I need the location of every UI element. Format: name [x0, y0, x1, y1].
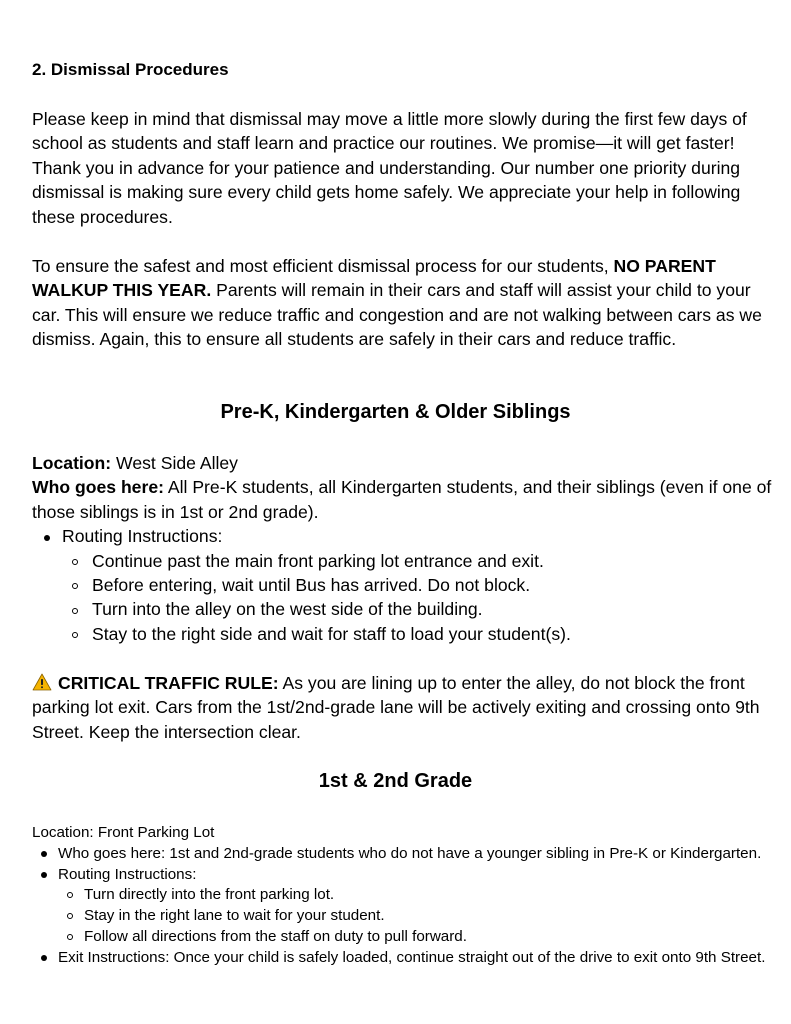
- prek-who-label: Who goes here:: [32, 477, 164, 498]
- critical-label: CRITICAL TRAFFIC RULE:: [58, 673, 279, 693]
- grade12-section-title: 1st & 2nd Grade: [318, 770, 473, 792]
- grade12-exit: Exit Instructions: Once your child is safely loaded, continue straight out of the drive to exit onto 9th Street.: [58, 948, 766, 966]
- prek-location: [32, 451, 780, 475]
- prek-location-label: Location:: [32, 453, 112, 473]
- list-item: [32, 906, 780, 927]
- list-item: [32, 885, 780, 906]
- bullet-disc-icon: [44, 535, 50, 541]
- section-heading: 2. Dismissal Procedures: [32, 60, 229, 79]
- bullet-circle-icon: [72, 583, 78, 589]
- list-item: [32, 524, 780, 548]
- list-item: [32, 927, 780, 948]
- list-item: [32, 844, 780, 865]
- walkup-rest: Parents will remain in their cars and staff will assist your child to your car. This will ensure we reduce traffic and congestion and are not walking between cars as we dismiss. Again, this to ensure all students are safely in their cars and reduce traffic.: [32, 280, 762, 350]
- bullet-circle-icon: [72, 632, 78, 638]
- grade12-details: [32, 823, 780, 969]
- prek-routing-step: Before entering, wait until Bus has arrived. Do not block.: [92, 575, 531, 596]
- list-item: [32, 573, 780, 597]
- prek-section-title: Pre-K, Kindergarten & Older Siblings: [220, 401, 571, 423]
- warning-icon: [32, 673, 52, 691]
- grade12-routing-step: Follow all directions from the staff on duty to pull forward.: [84, 927, 467, 945]
- grade12-list: [32, 844, 780, 969]
- prek-routing-step: Continue past the main front parking lot entrance and exit.: [92, 550, 544, 571]
- list-item: [32, 865, 780, 886]
- bullet-circle-icon: [72, 608, 78, 614]
- prek-routing-step: Turn into the alley on the west side of the building.: [92, 599, 483, 620]
- prek-routing-label: Routing Instructions:: [62, 526, 223, 547]
- prek-who: [32, 475, 780, 524]
- bullet-disc-icon: [41, 872, 47, 878]
- intro-paragraph: Please keep in mind that dismissal may move a little more slowly during the first few days of school as students and staff learn and practice our routines. We promise—it will get faster! Thank you in advance for your patience and understanding. Our number one priority during dismissal is making sure every child gets home safely. We appreciate your help in following these procedures.: [32, 109, 747, 227]
- grade12-who: Who goes here: 1st and 2nd-grade students who do not have a younger sibling in Pre-K or Kindergarten.: [58, 844, 762, 862]
- list-item: [32, 622, 780, 646]
- grade12-routing-step: Stay in the right lane to wait for your student.: [84, 907, 385, 925]
- prek-routing-step: Stay to the right side and wait for staff to load your student(s).: [92, 623, 571, 644]
- walkup-paragraph: [32, 254, 780, 352]
- bullet-circle-icon: [67, 892, 73, 898]
- grade12-routing-label: Routing Instructions:: [58, 865, 197, 883]
- list-item: [32, 597, 780, 621]
- walkup-lead: To ensure the safest and most efficient dismissal process for our students,: [32, 256, 614, 276]
- prek-routing-list: [32, 524, 780, 646]
- grade12-routing-step: Turn directly into the front parking lot.: [84, 886, 335, 904]
- bullet-disc-icon: [41, 851, 47, 857]
- prek-details: [32, 451, 780, 646]
- bullet-circle-icon: [67, 934, 73, 940]
- prek-who-value: All Pre-K students, all Kindergarten students, and their siblings (even if one of those siblings is in 1st or 2nd grade).: [32, 477, 772, 522]
- list-item: [32, 948, 780, 969]
- grade12-location: Location: Front Parking Lot: [32, 824, 215, 841]
- critical-traffic-rule: [32, 671, 780, 744]
- bullet-circle-icon: [72, 559, 78, 565]
- critical-text: As you are lining up to enter the alley, do not block the front parking lot exit. Cars from the 1st/2nd-grade lane will be actively exiting and crossing onto 9th Street. Keep the intersection clear.: [32, 673, 760, 742]
- prek-location-value: West Side Alley: [111, 453, 238, 473]
- walkup-bold: NO PARENT WALKUP THIS YEAR.: [32, 256, 716, 301]
- list-item: [32, 549, 780, 573]
- bullet-disc-icon: [41, 955, 47, 961]
- bullet-circle-icon: [67, 913, 73, 919]
